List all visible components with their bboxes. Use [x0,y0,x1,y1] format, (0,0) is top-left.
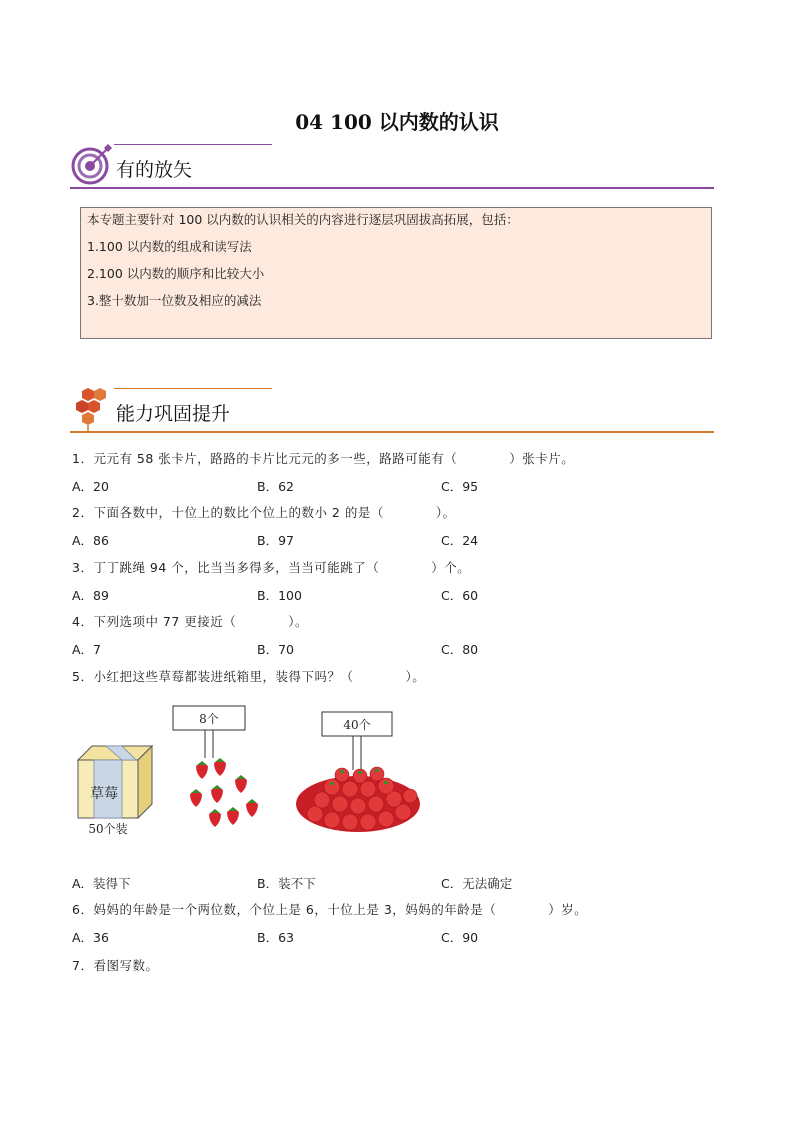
question-stem: 7．看图写数。 [72,958,159,973]
option-a[interactable]: A．装得下 [72,876,131,891]
option-a[interactable]: A．86 [72,533,109,548]
strawberry-figure [70,700,450,840]
question-stem: 2．下面各数中，十位上的数比个位上的数小 2 的是（ ）。 [72,505,456,520]
intro-line: 2.100 以内数的顺序和比较大小 [87,266,265,281]
option-a[interactable]: A．89 [72,588,109,603]
option-a[interactable]: A．20 [72,479,109,494]
section-header-objectives [70,141,714,189]
option-c[interactable]: C．24 [441,533,479,548]
option-c[interactable]: C．无法确定 [441,876,513,891]
box-icon [78,746,152,818]
sign-small-label: 8个 [199,712,219,726]
option-a[interactable]: A．36 [72,930,109,945]
question-stem: 4．下列选项中 77 更接近（ ）。 [72,614,309,629]
option-b[interactable]: B．70 [257,642,294,657]
page-title: 04 100 以内数的认识 [295,110,499,134]
question-stem: 3．丁丁跳绳 94 个，比当当多得多，当当可能跳了（ ）个。 [72,560,471,575]
intro-box [80,207,712,339]
intro-line: 本专题主要针对 100 以内数的认识相关的内容进行逐层巩固拔高拓展，包括： [87,212,519,227]
option-c[interactable]: C．60 [441,588,479,603]
intro-line: 1.100 以内数的组成和读写法 [87,239,252,254]
strawberry-pile [296,767,420,832]
section-title: 能力巩固提升 [116,403,231,425]
option-b[interactable]: B．62 [257,479,294,494]
option-c[interactable]: C．95 [441,479,479,494]
option-c[interactable]: C．80 [441,642,479,657]
strawberry-group-small [190,758,258,827]
box-label: 草莓 [90,786,118,802]
option-b[interactable]: B．97 [257,533,294,548]
section-header-practice [70,385,714,433]
hexagon-cluster-icon [70,385,114,433]
box-caption: 50个装 [88,822,128,836]
section-title: 有的放矢 [116,159,193,181]
sign-large-label: 40个 [343,718,371,732]
intro-line: 3.整十数加一位数及相应的减法 [87,293,262,308]
option-b[interactable]: B．装不下 [257,876,316,891]
option-b[interactable]: B．100 [257,588,302,603]
option-a[interactable]: A．7 [72,642,102,657]
target-icon [70,141,114,187]
question-stem: 5．小红把这些草莓都装进纸箱里，装得下吗？（ ）。 [72,669,426,684]
question-stem: 6．妈妈的年龄是一个两位数，个位上是 6，十位上是 3，妈妈的年龄是（ ）岁。 [72,902,588,917]
question-stem: 1．元元有 58 张卡片，路路的卡片比元元的多一些，路路可能有（ ）张卡片。 [72,451,575,466]
option-c[interactable]: C．90 [441,930,479,945]
option-b[interactable]: B．63 [257,930,294,945]
